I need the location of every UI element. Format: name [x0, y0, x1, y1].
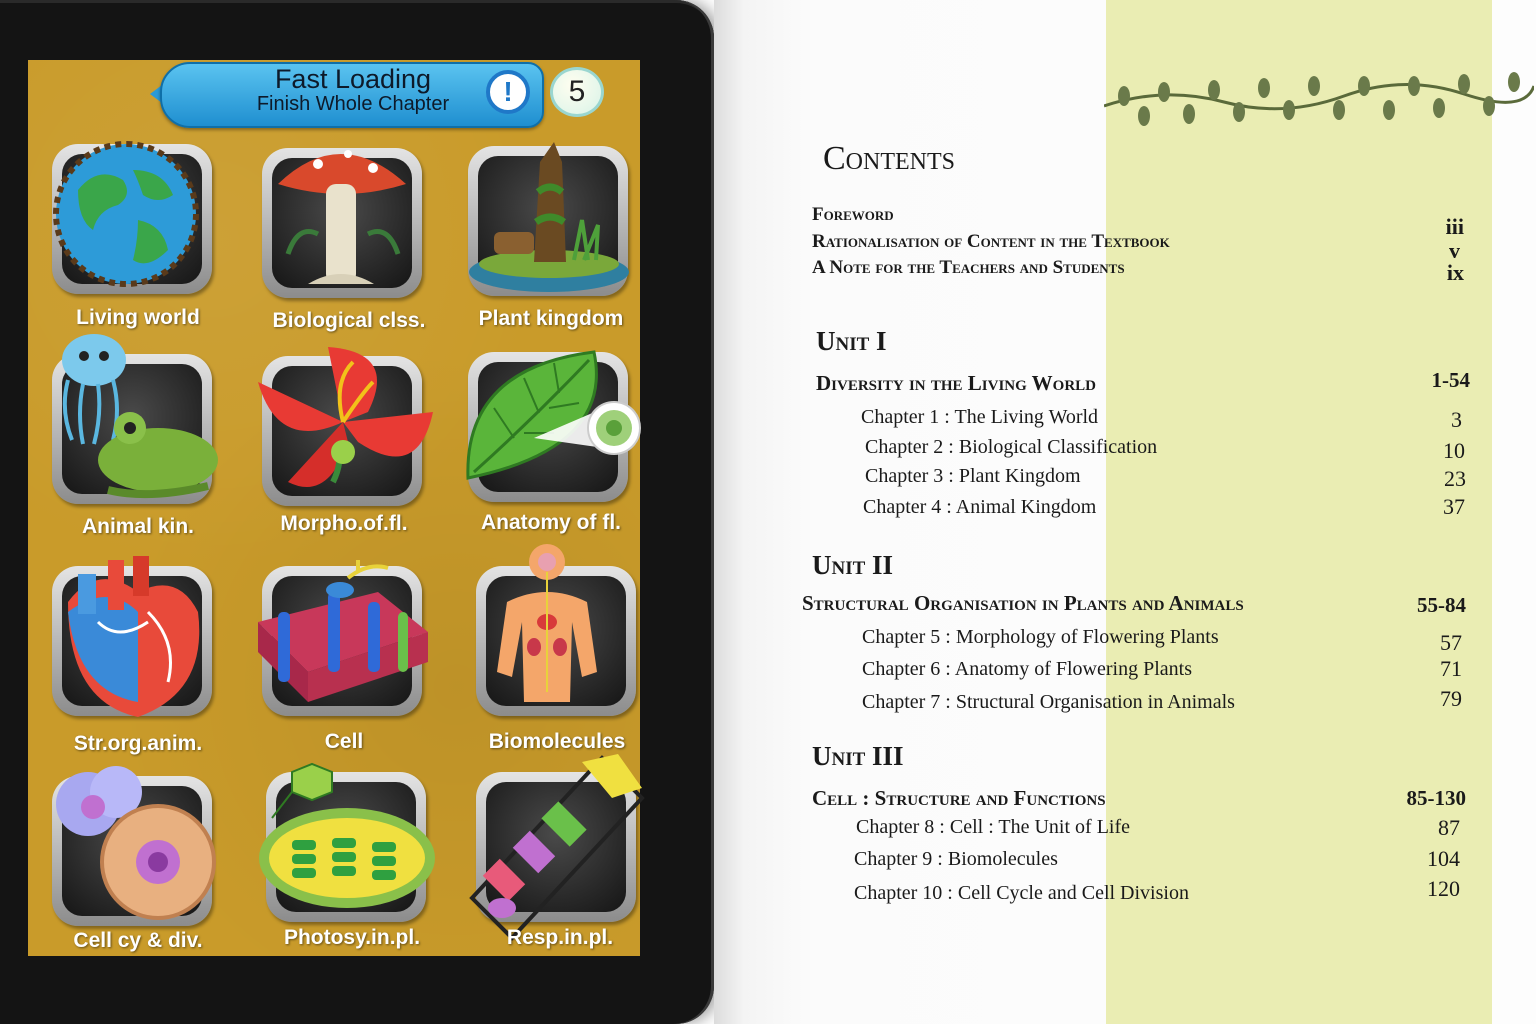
banner-title: Fast Loading: [274, 64, 432, 94]
tile-cell[interactable]: [262, 566, 422, 716]
tile-photosynthesis[interactable]: [266, 772, 426, 922]
toc-unit-1: Unit I: [816, 326, 887, 356]
tile-cell-cycle-division[interactable]: [52, 776, 212, 926]
toc-unit-1-pages: 1-54: [1431, 368, 1470, 392]
tile-label-cell-cycle-division: Cell cy & div.: [73, 929, 203, 952]
toc-foreword[interactable]: Foreword: [812, 204, 894, 225]
toc-chapter-2-page: 10: [1443, 438, 1465, 463]
toc-chapter-9[interactable]: Chapter 9 : Biomolecules: [854, 848, 1058, 870]
toc-unit-3: Unit III: [812, 741, 904, 771]
toc-page-rationalisation: v: [1449, 238, 1460, 263]
tile-biological-classification[interactable]: [262, 148, 422, 298]
tree-stump-icon: [454, 132, 644, 312]
toc-page-note: ix: [1446, 260, 1464, 285]
toc-chapter-6[interactable]: Chapter 6 : Anatomy of Flowering Plants: [862, 658, 1192, 680]
tile-label-cell: Cell: [324, 730, 364, 753]
vine-decoration-icon: [1104, 66, 1534, 136]
count-badge[interactable]: 5: [550, 67, 604, 117]
toc-chapter-4[interactable]: Chapter 4 : Animal Kingdom: [863, 496, 1097, 518]
tile-structural-organisation-animals[interactable]: [52, 566, 212, 716]
toc-chapter-1-page: 3: [1451, 407, 1462, 432]
human-body-icon: [462, 552, 652, 732]
toc-unit-3-pages: 85-130: [1406, 786, 1466, 810]
heart-icon: [38, 552, 228, 732]
leaf-icon: [454, 338, 644, 518]
toc-chapter-1[interactable]: Chapter 1 : The Living World: [861, 406, 1099, 428]
toc-chapter-8-page: 87: [1438, 815, 1460, 840]
tile-label-photosynthesis: Photosy.in.pl.: [283, 926, 421, 949]
toc-unit-2: Unit II: [812, 550, 894, 580]
flower-icon: [248, 342, 438, 522]
tile-label-living-world: Living world: [76, 306, 200, 329]
toc-chapter-2[interactable]: Chapter 2 : Biological Classification: [865, 436, 1158, 458]
toc-chapter-5[interactable]: Chapter 5 : Morphology of Flowering Plants: [862, 626, 1219, 648]
tile-label-structural-organisation-animals: Str.org.anim.: [73, 732, 203, 755]
toc-chapter-7[interactable]: Chapter 7 : Structural Organisation in Animals: [862, 691, 1235, 713]
toc-chapter-8[interactable]: Chapter 8 : Cell : The Unit of Life: [856, 816, 1131, 838]
toc-unit-3-title[interactable]: Cell : Structure and Functions: [812, 786, 1106, 810]
toc-chapter-10-page: 120: [1427, 876, 1460, 901]
tile-label-biological-classification: Biological clss.: [272, 309, 426, 332]
toc-heading: Contents: [823, 140, 956, 177]
toc-chapter-10[interactable]: Chapter 10 : Cell Cycle and Cell Division: [854, 882, 1189, 904]
cell-membrane-icon: [248, 552, 438, 732]
tile-label-plant-kingdom: Plant kingdom: [478, 307, 624, 330]
chloroplast-icon: [252, 758, 442, 938]
toc-rationalisation[interactable]: Rationalisation of Content in the Textbook: [812, 231, 1170, 252]
toc-unit-2-pages: 55-84: [1417, 593, 1466, 617]
frog-jellyfish-icon: [38, 340, 228, 520]
tile-plant-kingdom[interactable]: [468, 146, 628, 296]
tile-respiration[interactable]: [476, 772, 636, 922]
toc-chapter-9-page: 104: [1427, 846, 1460, 871]
toc-chapter-7-page: 79: [1440, 686, 1462, 711]
mushroom-icon: [248, 134, 438, 314]
tile-biomolecules[interactable]: [476, 566, 636, 716]
globe-icon: [38, 130, 228, 310]
dividing-cell-icon: [38, 762, 228, 942]
toc-unit-1-title[interactable]: Diversity in the Living World: [816, 371, 1097, 395]
toc-chapter-3[interactable]: Chapter 3 : Plant Kingdom: [865, 465, 1081, 487]
tile-animal-kingdom[interactable]: [52, 354, 212, 504]
toc-note-teachers[interactable]: A Note for the Teachers and Students: [812, 257, 1125, 278]
banner-subtitle: Finish Whole Chapter: [256, 93, 450, 115]
toc-unit-2-title[interactable]: Structural Organisation in Plants and Animals: [802, 591, 1244, 615]
tile-label-animal-kingdom: Animal kin.: [81, 515, 195, 538]
toc-chapter-4-page: 37: [1443, 494, 1465, 519]
mitochondria-flask-icon: [462, 758, 652, 938]
tile-anatomy-flowering[interactable]: [468, 352, 628, 502]
toc-page-foreword: iii: [1445, 214, 1464, 239]
tile-living-world[interactable]: [52, 144, 212, 294]
toc-chapter-6-page: 71: [1440, 656, 1462, 681]
tile-label-morphology-flowering: Morpho.of.fl.: [280, 512, 408, 535]
tile-label-anatomy-flowering: Anatomy of fl.: [481, 511, 621, 534]
tile-label-respiration: Resp.in.pl.: [506, 926, 614, 949]
toc-chapter-5-page: 57: [1440, 630, 1462, 655]
tile-label-biomolecules: Biomolecules: [488, 730, 626, 753]
alert-icon[interactable]: !: [486, 70, 530, 114]
toc-chapter-3-page: 23: [1444, 466, 1466, 491]
tile-morphology-flowering[interactable]: [262, 356, 422, 506]
